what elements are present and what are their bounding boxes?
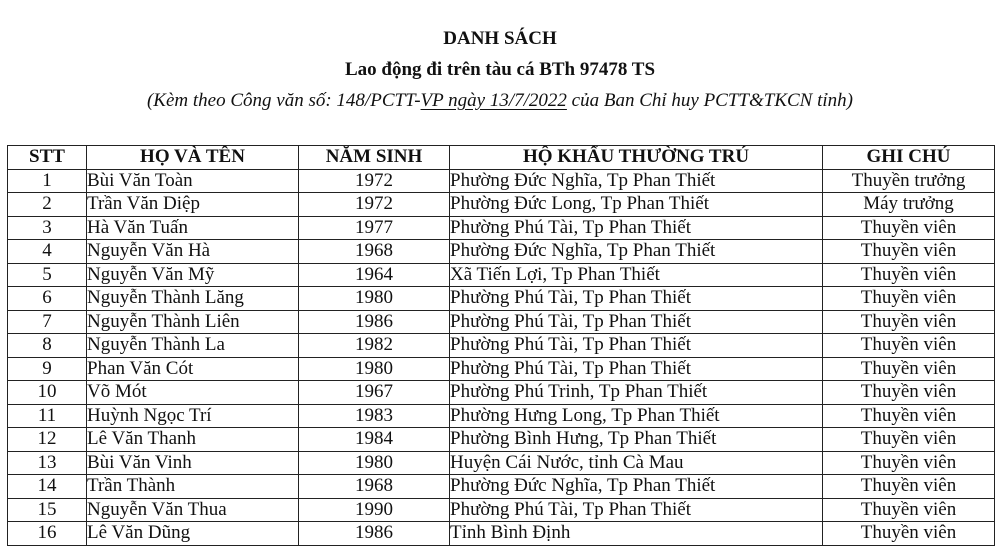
table-row: [8, 357, 995, 381]
cell-stt: 6: [8, 287, 87, 311]
cell-name: Huỳnh Ngọc Trí: [87, 404, 299, 428]
cell-name: Nguyễn Thành La: [87, 334, 299, 358]
cell-name: Hà Văn Tuấn: [87, 216, 299, 240]
cell-name: Nguyễn Văn Thua: [87, 498, 299, 522]
table-row: [8, 310, 995, 334]
document-title: DANH SÁCH: [443, 28, 557, 49]
cell-note: Thuyền viên: [823, 381, 995, 405]
cell-name: Trần Thành: [87, 475, 299, 499]
cell-stt: 10: [8, 381, 87, 405]
header-stt: STT: [8, 146, 87, 170]
header-address: HỘ KHẨU THƯỜNG TRÚ: [450, 146, 823, 170]
cell-note: Thuyền viên: [823, 263, 995, 287]
table-row: [8, 381, 995, 405]
document-subtitle: [0, 90, 1000, 112]
cell-address: Phường Đức Long, Tp Phan Thiết: [450, 193, 823, 217]
cell-address: Huyện Cái Nước, tỉnh Cà Mau: [450, 451, 823, 475]
cell-year: 1967: [299, 381, 450, 405]
cell-name: Nguyễn Văn Hà: [87, 240, 299, 264]
cell-name: Nguyễn Văn Mỹ: [87, 263, 299, 287]
cell-year: 1977: [299, 216, 450, 240]
cell-stt: 9: [8, 357, 87, 381]
cell-stt: 5: [8, 263, 87, 287]
cell-stt: 3: [8, 216, 87, 240]
cell-note: Thuyền viên: [823, 475, 995, 499]
table-row: [8, 334, 995, 358]
cell-note: Thuyền viên: [823, 498, 995, 522]
cell-year: 1986: [299, 522, 450, 546]
cell-note: Thuyền viên: [823, 404, 995, 428]
cell-year: 1972: [299, 169, 450, 193]
cell-stt: 4: [8, 240, 87, 264]
cell-note: Thuyền viên: [823, 357, 995, 381]
cell-address: Phường Bình Hưng, Tp Phan Thiết: [450, 428, 823, 452]
table-row: [8, 263, 995, 287]
cell-year: 1968: [299, 475, 450, 499]
cell-address: Phường Phú Trinh, Tp Phan Thiết: [450, 381, 823, 405]
cell-address: Tỉnh Bình Định: [450, 522, 823, 546]
table-row: [8, 522, 995, 546]
cell-stt: 13: [8, 451, 87, 475]
cell-name: Nguyễn Thành Lăng: [87, 287, 299, 311]
cell-note: Thuyền viên: [823, 451, 995, 475]
cell-year: 1972: [299, 193, 450, 217]
cell-stt: 7: [8, 310, 87, 334]
cell-name: Bùi Văn Vinh: [87, 451, 299, 475]
cell-stt: 12: [8, 428, 87, 452]
cell-year: 1982: [299, 334, 450, 358]
cell-address: Phường Phú Tài, Tp Phan Thiết: [450, 287, 823, 311]
table-header-row: [8, 146, 995, 170]
cell-year: 1968: [299, 240, 450, 264]
cell-address: Phường Đức Nghĩa, Tp Phan Thiết: [450, 169, 823, 193]
table-row: [8, 169, 995, 193]
subtitle-prefix: (Kèm theo Công văn số: 148/PCTT-: [146, 90, 421, 111]
cell-address: Phường Đức Nghĩa, Tp Phan Thiết: [450, 475, 823, 499]
cell-name: Võ Mót: [87, 381, 299, 405]
cell-address: Phường Phú Tài, Tp Phan Thiết: [450, 310, 823, 334]
table-row: [8, 498, 995, 522]
cell-year: 1980: [299, 451, 450, 475]
cell-year: 1980: [299, 357, 450, 381]
table-row: [8, 451, 995, 475]
cell-year: 1984: [299, 428, 450, 452]
cell-note: Thuyền viên: [823, 287, 995, 311]
cell-note: Thuyền viên: [823, 216, 995, 240]
cell-name: Bùi Văn Toàn: [87, 169, 299, 193]
cell-note: Thuyền viên: [823, 310, 995, 334]
cell-address: Phường Phú Tài, Tp Phan Thiết: [450, 357, 823, 381]
cell-stt: 11: [8, 404, 87, 428]
table-row: [8, 240, 995, 264]
cell-stt: 1: [8, 169, 87, 193]
header-name: HỌ VÀ TÊN: [87, 146, 299, 170]
cell-address: Phường Hưng Long, Tp Phan Thiết: [450, 404, 823, 428]
cell-name: Phan Văn Cót: [87, 357, 299, 381]
crew-table: [7, 145, 995, 546]
cell-name: Lê Văn Dũng: [87, 522, 299, 546]
cell-address: Phường Phú Tài, Tp Phan Thiết: [450, 216, 823, 240]
subtitle-suffix: của Ban Chỉ huy PCTT&TKCN tỉnh): [566, 90, 853, 111]
cell-year: 1990: [299, 498, 450, 522]
table-row: [8, 287, 995, 311]
cell-name: Trần Văn Diệp: [87, 193, 299, 217]
document-heading: Lao động đi trên tàu cá BTh 97478 TS: [344, 59, 656, 80]
cell-stt: 15: [8, 498, 87, 522]
cell-note: Máy trưởng: [823, 193, 995, 217]
cell-note: Thuyền viên: [823, 240, 995, 264]
cell-note: Thuyền trưởng: [823, 169, 995, 193]
cell-address: Phường Đức Nghĩa, Tp Phan Thiết: [450, 240, 823, 264]
cell-note: Thuyền viên: [823, 334, 995, 358]
cell-stt: 8: [8, 334, 87, 358]
cell-name: Lê Văn Thanh: [87, 428, 299, 452]
subtitle-underlined: VP ngày 13/7/2022: [420, 90, 567, 111]
cell-year: 1986: [299, 310, 450, 334]
cell-note: Thuyền viên: [823, 428, 995, 452]
cell-address: Phường Phú Tài, Tp Phan Thiết: [450, 334, 823, 358]
cell-stt: 14: [8, 475, 87, 499]
cell-name: Nguyễn Thành Liên: [87, 310, 299, 334]
table-row: [8, 428, 995, 452]
cell-address: Phường Phú Tài, Tp Phan Thiết: [450, 498, 823, 522]
cell-note: Thuyền viên: [823, 522, 995, 546]
header-year: NĂM SINH: [299, 146, 450, 170]
table-body: [8, 169, 995, 545]
cell-stt: 2: [8, 193, 87, 217]
cell-year: 1980: [299, 287, 450, 311]
header-note: GHI CHÚ: [823, 146, 995, 170]
cell-year: 1983: [299, 404, 450, 428]
table-row: [8, 475, 995, 499]
table-row: [8, 216, 995, 240]
table-row: [8, 193, 995, 217]
cell-address: Xã Tiến Lợi, Tp Phan Thiết: [450, 263, 823, 287]
cell-year: 1964: [299, 263, 450, 287]
cell-stt: 16: [8, 522, 87, 546]
table-row: [8, 404, 995, 428]
